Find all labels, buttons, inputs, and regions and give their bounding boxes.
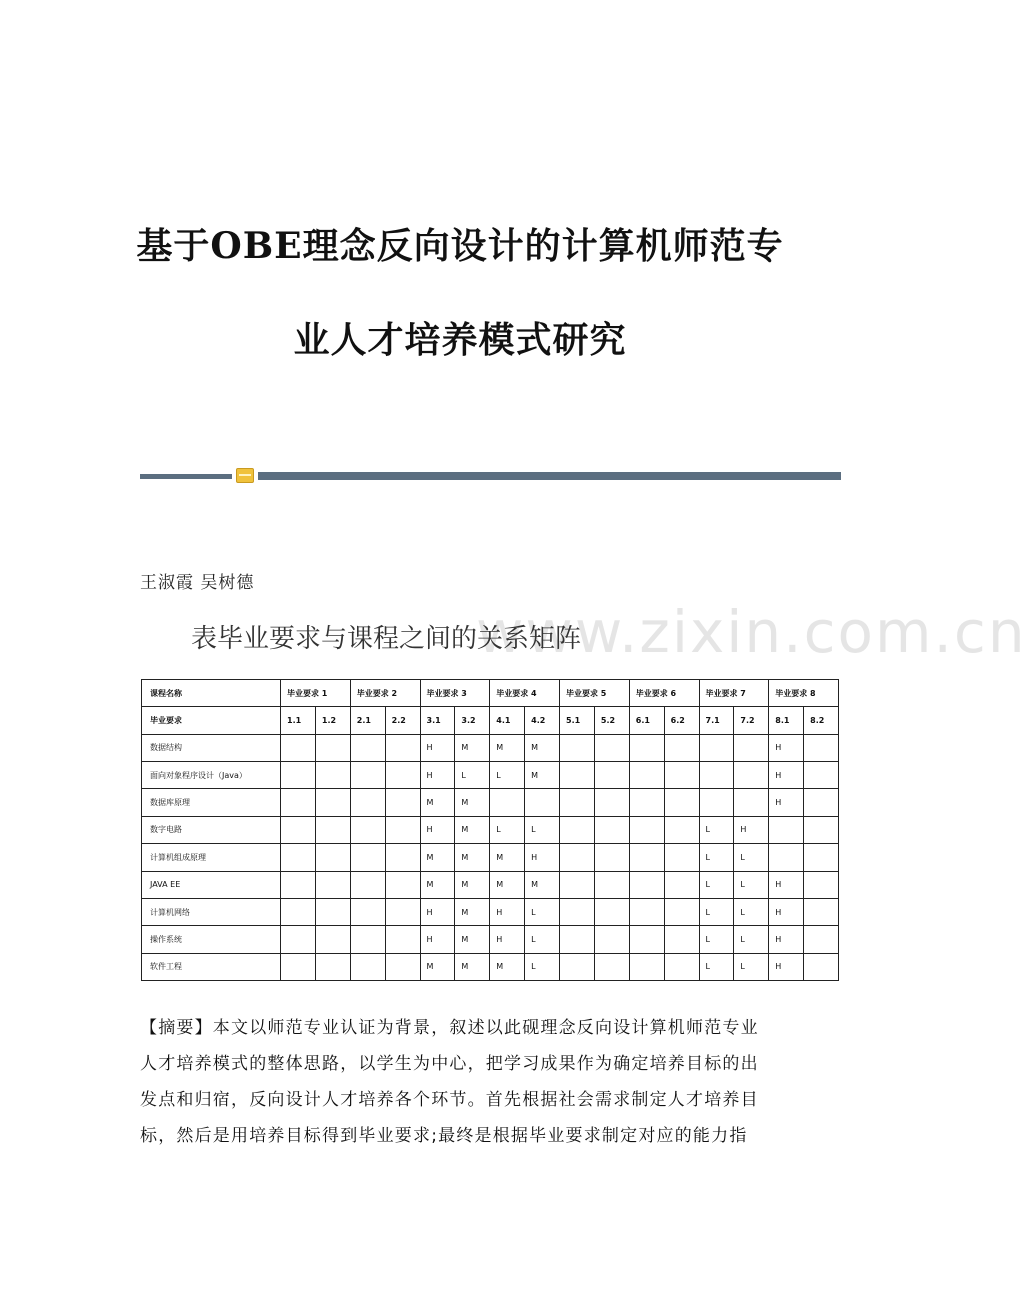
- title-divider: [140, 471, 841, 480]
- matrix-cell: [281, 871, 316, 898]
- subheader-cell: 5.1: [560, 707, 595, 734]
- matrix-cell: H: [769, 926, 804, 953]
- matrix-cell: M: [490, 734, 525, 761]
- group-header: 毕业要求 6: [629, 680, 699, 707]
- matrix-cell: [490, 789, 525, 816]
- matrix-cell: [281, 762, 316, 789]
- matrix-cell: [734, 762, 769, 789]
- matrix-cell: [315, 926, 350, 953]
- course-name-cell: 计算机网络: [142, 898, 281, 925]
- matrix-cell: M: [455, 953, 490, 980]
- group-header: 毕业要求 8: [769, 680, 839, 707]
- matrix-cell: [281, 844, 316, 871]
- matrix-cell: [804, 871, 839, 898]
- matrix-cell: H: [769, 871, 804, 898]
- matrix-cell: [664, 926, 699, 953]
- subheader-cell: 1.1: [281, 707, 316, 734]
- table-row: [142, 926, 839, 953]
- matrix-cell: M: [490, 871, 525, 898]
- matrix-cell: [281, 953, 316, 980]
- table-row: [142, 953, 839, 980]
- matrix-cell: [629, 789, 664, 816]
- matrix-cell: [350, 871, 385, 898]
- matrix-cell: M: [490, 953, 525, 980]
- matrix-cell: [385, 734, 420, 761]
- subheader-cell: 2.2: [385, 707, 420, 734]
- matrix-cell: [664, 762, 699, 789]
- group-header: 毕业要求 5: [560, 680, 630, 707]
- matrix-cell: L: [525, 926, 560, 953]
- matrix-cell: [281, 734, 316, 761]
- matrix-cell: [629, 871, 664, 898]
- matrix-cell: [629, 898, 664, 925]
- matrix-cell: H: [769, 898, 804, 925]
- matrix-cell: [664, 789, 699, 816]
- matrix-cell: H: [769, 789, 804, 816]
- authors: 王淑霞 吴树德: [140, 573, 255, 593]
- matrix-cell: H: [420, 762, 455, 789]
- course-name-cell: JAVA EE: [142, 871, 281, 898]
- course-name-cell: 软件工程: [142, 953, 281, 980]
- matrix-cell: [315, 844, 350, 871]
- table-row: [142, 789, 839, 816]
- matrix-cell: [560, 789, 595, 816]
- matrix-cell: L: [699, 871, 734, 898]
- matrix-cell: [734, 734, 769, 761]
- matrix-cell: [350, 789, 385, 816]
- subheader-cell: 6.1: [629, 707, 664, 734]
- matrix-cell: M: [420, 789, 455, 816]
- matrix-cell: [594, 762, 629, 789]
- document-title-line-1: 基于OBE理念反向设计的计算机师范专: [136, 225, 784, 267]
- matrix-cell: [385, 871, 420, 898]
- matrix-cell: [560, 762, 595, 789]
- matrix-cell: [350, 762, 385, 789]
- subheader-cell: 4.1: [490, 707, 525, 734]
- matrix-cell: H: [734, 816, 769, 843]
- corner-header-requirement: 毕业要求: [142, 707, 281, 734]
- matrix-cell: [315, 762, 350, 789]
- matrix-cell: L: [734, 871, 769, 898]
- matrix-cell: L: [525, 953, 560, 980]
- matrix-cell: [281, 816, 316, 843]
- matrix-cell: [560, 926, 595, 953]
- matrix-cell: [385, 762, 420, 789]
- matrix-cell: M: [455, 816, 490, 843]
- matrix-cell: L: [699, 816, 734, 843]
- matrix-cell: [664, 953, 699, 980]
- subheader-cell: 2.1: [350, 707, 385, 734]
- abstract-line: 标，然后是用培养目标得到毕业要求;最终是根据毕业要求制定对应的能力指: [140, 1126, 748, 1146]
- subheader-cell: 8.2: [804, 707, 839, 734]
- matrix-cell: L: [734, 844, 769, 871]
- matrix-cell: [594, 953, 629, 980]
- abstract: [140, 1010, 780, 1154]
- matrix-cell: [385, 926, 420, 953]
- matrix-cell: [385, 816, 420, 843]
- matrix-cell: [350, 734, 385, 761]
- course-name-cell: 面向对象程序设计（Java）: [142, 762, 281, 789]
- matrix-cell: L: [699, 953, 734, 980]
- group-header: 毕业要求 3: [420, 680, 490, 707]
- divider-bar-right: [258, 472, 841, 480]
- matrix-cell: M: [455, 734, 490, 761]
- matrix-cell: [315, 898, 350, 925]
- matrix-cell: [594, 734, 629, 761]
- table-row: [142, 898, 839, 925]
- matrix-cell: [769, 816, 804, 843]
- matrix-cell: [804, 844, 839, 871]
- divider-bar-left: [140, 474, 232, 479]
- matrix-cell: [560, 871, 595, 898]
- matrix-cell: [385, 789, 420, 816]
- matrix-cell: [594, 844, 629, 871]
- matrix-cell: M: [455, 898, 490, 925]
- matrix-cell: [560, 844, 595, 871]
- watermark: www.zixin.com.cn: [476, 598, 1027, 666]
- matrix-cell: L: [734, 953, 769, 980]
- matrix-cell: L: [525, 898, 560, 925]
- matrix-cell: H: [420, 898, 455, 925]
- matrix-cell: [804, 926, 839, 953]
- subheader-cell: 5.2: [594, 707, 629, 734]
- table-subheader-row: [142, 707, 839, 734]
- matrix-cell: [769, 844, 804, 871]
- matrix-cell: [699, 734, 734, 761]
- matrix-cell: [804, 953, 839, 980]
- table-header-row: [142, 680, 839, 707]
- matrix-cell: [350, 844, 385, 871]
- matrix-cell: H: [420, 734, 455, 761]
- matrix-cell: [629, 762, 664, 789]
- matrix-cell: [664, 898, 699, 925]
- matrix-cell: [350, 816, 385, 843]
- course-name-cell: 操作系统: [142, 926, 281, 953]
- matrix-cell: [804, 789, 839, 816]
- matrix-cell: [804, 734, 839, 761]
- matrix-cell: M: [525, 871, 560, 898]
- matrix-cell: [629, 953, 664, 980]
- matrix-cell: H: [769, 953, 804, 980]
- matrix-cell: [594, 898, 629, 925]
- matrix-cell: [560, 816, 595, 843]
- course-name-cell: 计算机组成原理: [142, 844, 281, 871]
- matrix-cell: [594, 871, 629, 898]
- matrix-cell: [664, 734, 699, 761]
- matrix-cell: [594, 816, 629, 843]
- matrix-cell: H: [420, 926, 455, 953]
- matrix-cell: L: [734, 898, 769, 925]
- abstract-line: 人才培养模式的整体思路，以学生为中心，把学习成果作为确定培养目标的出: [140, 1054, 759, 1074]
- document-title-line-2: 业人才培养模式研究: [293, 319, 627, 361]
- matrix-cell: [804, 898, 839, 925]
- table-caption: 表毕业要求与课程之间的关系矩阵: [191, 624, 582, 654]
- matrix-cell: [804, 816, 839, 843]
- matrix-cell: [804, 762, 839, 789]
- subheader-cell: 7.1: [699, 707, 734, 734]
- divider-emblem-icon: [236, 468, 254, 483]
- matrix-cell: [629, 926, 664, 953]
- matrix-cell: [699, 762, 734, 789]
- course-name-cell: 数据结构: [142, 734, 281, 761]
- matrix-cell: [385, 898, 420, 925]
- subheader-cell: 3.1: [420, 707, 455, 734]
- matrix-cell: H: [769, 734, 804, 761]
- matrix-cell: [560, 898, 595, 925]
- matrix-cell: [594, 926, 629, 953]
- matrix-cell: [315, 789, 350, 816]
- matrix-cell: [560, 734, 595, 761]
- matrix-cell: H: [420, 816, 455, 843]
- subheader-cell: 1.2: [315, 707, 350, 734]
- matrix-cell: H: [490, 898, 525, 925]
- abstract-line: 【摘要】本文以师范专业认证为背景，叙述以此砚理念反向设计算机师范专业: [140, 1018, 759, 1038]
- matrix-cell: M: [420, 871, 455, 898]
- matrix-cell: [594, 789, 629, 816]
- matrix-cell: [350, 926, 385, 953]
- matrix-cell: [629, 844, 664, 871]
- matrix-cell: L: [490, 816, 525, 843]
- matrix-cell: [315, 734, 350, 761]
- course-name-cell: 数据库原理: [142, 789, 281, 816]
- matrix-cell: [315, 871, 350, 898]
- matrix-cell: [350, 898, 385, 925]
- subheader-cell: 6.2: [664, 707, 699, 734]
- matrix-cell: [629, 734, 664, 761]
- matrix-cell: H: [490, 926, 525, 953]
- matrix-cell: [385, 844, 420, 871]
- matrix-cell: M: [420, 953, 455, 980]
- matrix-cell: [664, 871, 699, 898]
- matrix-cell: H: [769, 762, 804, 789]
- matrix-cell: L: [490, 762, 525, 789]
- matrix-cell: L: [455, 762, 490, 789]
- matrix-cell: M: [455, 926, 490, 953]
- matrix-cell: L: [699, 926, 734, 953]
- matrix-cell: [629, 816, 664, 843]
- matrix-cell: [560, 953, 595, 980]
- group-header: 毕业要求 4: [490, 680, 560, 707]
- matrix-cell: [385, 953, 420, 980]
- subheader-cell: 8.1: [769, 707, 804, 734]
- matrix-cell: L: [734, 926, 769, 953]
- matrix-cell: H: [525, 844, 560, 871]
- matrix-cell: M: [525, 734, 560, 761]
- matrix-cell: [315, 816, 350, 843]
- table-row: [142, 844, 839, 871]
- group-header: 毕业要求 2: [350, 680, 420, 707]
- matrix-cell: [664, 844, 699, 871]
- corner-header-course: 课程名称: [142, 680, 281, 707]
- table-row: [142, 871, 839, 898]
- matrix-cell: [699, 789, 734, 816]
- matrix-cell: M: [455, 789, 490, 816]
- matrix-cell: M: [490, 844, 525, 871]
- matrix-cell: L: [699, 898, 734, 925]
- abstract-line: 发点和归宿，反向设计人才培养各个环节。首先根据社会需求制定人才培养目: [140, 1090, 759, 1110]
- table-row: [142, 816, 839, 843]
- matrix-cell: [315, 953, 350, 980]
- matrix-cell: [525, 789, 560, 816]
- matrix-cell: [350, 953, 385, 980]
- group-header: 毕业要求 1: [281, 680, 351, 707]
- matrix-cell: M: [455, 871, 490, 898]
- matrix-cell: [734, 789, 769, 816]
- subheader-cell: 4.2: [525, 707, 560, 734]
- matrix-cell: L: [525, 816, 560, 843]
- matrix-cell: [664, 816, 699, 843]
- subheader-cell: 7.2: [734, 707, 769, 734]
- matrix-cell: M: [420, 844, 455, 871]
- relationship-matrix-table: [141, 679, 839, 981]
- matrix-cell: M: [455, 844, 490, 871]
- group-header: 毕业要求 7: [699, 680, 769, 707]
- matrix-cell: M: [525, 762, 560, 789]
- matrix-cell: [281, 789, 316, 816]
- table-row: [142, 762, 839, 789]
- matrix-cell: L: [699, 844, 734, 871]
- table-row: [142, 734, 839, 761]
- matrix-cell: [281, 898, 316, 925]
- subheader-cell: 3.2: [455, 707, 490, 734]
- course-name-cell: 数字电路: [142, 816, 281, 843]
- matrix-cell: [281, 926, 316, 953]
